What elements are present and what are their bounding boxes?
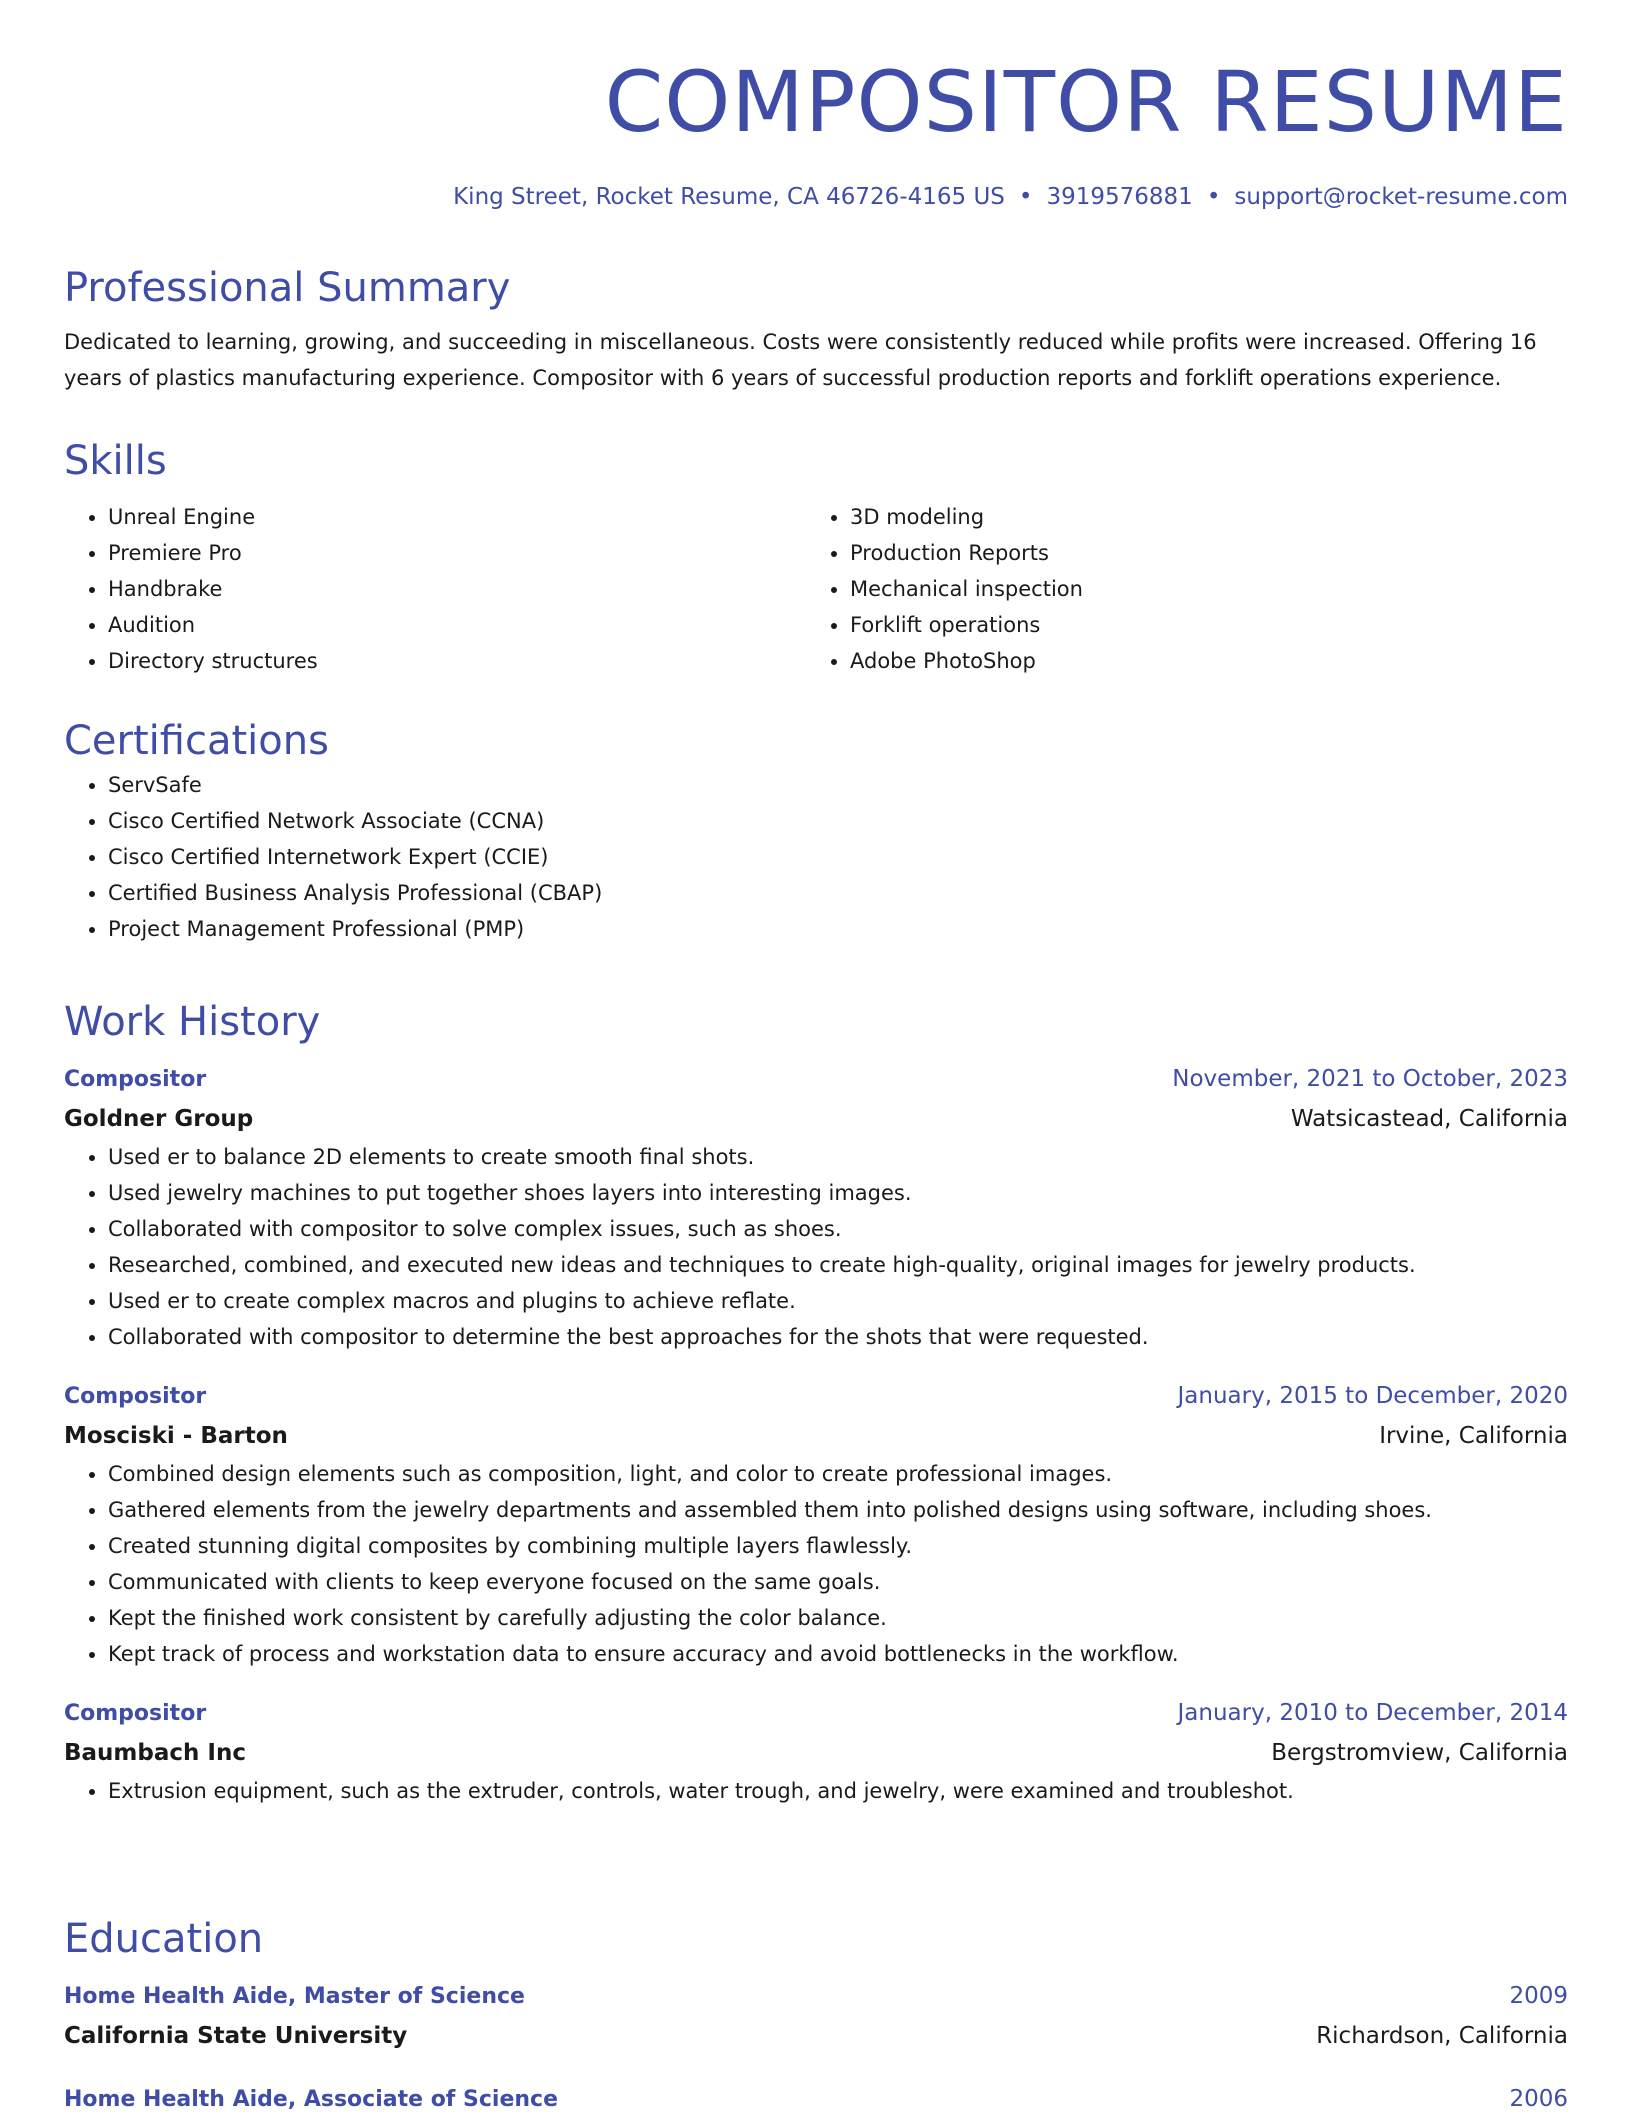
skill-item: • Mechanical inspection — [850, 571, 1548, 607]
job-bullet: • Collaborated with compositor to determine the best approaches for the shots that were requested. — [108, 1319, 1568, 1355]
skill-item: • Production Reports — [850, 535, 1548, 571]
job-location: Watsicastead, California — [1290, 1106, 1568, 1132]
job-dates: January, 2010 to December, 2014 — [1177, 1700, 1568, 1726]
skill-item: • Forklift operations — [850, 607, 1548, 643]
job-bullets — [64, 1139, 1568, 1355]
job-dates: November, 2021 to October, 2023 — [1172, 1066, 1568, 1092]
job-bullet: • Used jewelry machines to put together shoes layers into interesting images. — [108, 1175, 1568, 1211]
skill-item: • Unreal Engine — [108, 499, 806, 535]
job-bullet: • Collaborated with compositor to solve complex issues, such as shoes. — [108, 1211, 1568, 1247]
contact-separator: • — [1206, 184, 1221, 210]
job-bullets — [64, 1773, 1568, 1809]
job-entry — [64, 1060, 1568, 1355]
certifications-section — [64, 715, 1568, 947]
job-dates: January, 2015 to December, 2020 — [1177, 1383, 1568, 1409]
skills-section — [64, 435, 1568, 679]
skill-item: • Directory structures — [108, 643, 806, 679]
job-bullet: • Combined design elements such as composition, light, and color to create professional images. — [108, 1456, 1568, 1492]
job-location: Irvine, California — [1379, 1423, 1568, 1449]
job-company: Baumbach Inc — [64, 1740, 246, 1766]
job-title: Compositor — [64, 1067, 207, 1092]
skill-item: • Audition — [108, 607, 806, 643]
skills-column-right — [806, 499, 1548, 679]
job-bullet: • Kept track of process and workstation data to ensure accuracy and avoid bottlenecks in the workflow. — [108, 1636, 1568, 1672]
work-history-section — [64, 996, 1568, 1809]
education-entry — [64, 2080, 1568, 2119]
education-degree: Home Health Aide, Associate of Science — [64, 2087, 559, 2112]
education-year: 2006 — [1509, 2086, 1568, 2112]
certifications-list — [64, 767, 1568, 947]
job-bullet: • Extrusion equipment, such as the extruder, controls, water trough, and jewelry, were examined and troubleshot. — [108, 1773, 1568, 1809]
contact-email[interactable]: support@rocket-resume.com — [1234, 184, 1568, 210]
job-bullet: • Created stunning digital composites by combining multiple layers flawlessly. — [108, 1528, 1568, 1564]
section-heading-education: Education — [64, 1916, 264, 1962]
skill-item: • Handbrake — [108, 571, 806, 607]
job-company: Mosciski - Barton — [64, 1423, 288, 1449]
certification-item: • Cisco Certified Network Associate (CCNA) — [108, 803, 1568, 839]
job-bullet: • Used er to balance 2D elements to create smooth final shots. — [108, 1139, 1568, 1175]
certification-item: • ServSafe — [108, 767, 1568, 803]
section-heading-certifications: Certifications — [64, 718, 329, 764]
job-bullet: • Gathered elements from the jewelry departments and assembled them into polished designs using software, including shoes. — [108, 1492, 1568, 1528]
skills-column-left — [64, 499, 806, 679]
contact-phone: 3919576881 — [1046, 184, 1193, 210]
contact-separator: • — [1018, 184, 1033, 210]
education-section — [64, 1913, 1568, 2119]
education-location: Richardson, California — [1316, 2023, 1568, 2049]
job-title: Compositor — [64, 1384, 207, 1409]
contact-line — [64, 182, 1568, 212]
skill-item: • 3D modeling — [850, 499, 1548, 535]
job-location: Bergstromview, California — [1271, 1740, 1568, 1766]
skill-item: • Premiere Pro — [108, 535, 806, 571]
education-degree: Home Health Aide, Master of Science — [64, 1984, 525, 2009]
certification-item: • Cisco Certified Internetwork Expert (CCIE) — [108, 839, 1568, 875]
job-bullets — [64, 1456, 1568, 1672]
job-entry — [64, 1377, 1568, 1672]
certification-item: • Certified Business Analysis Professional (CBAP) — [108, 875, 1568, 911]
job-entry — [64, 1694, 1568, 1809]
contact-address: King Street, Rocket Resume, CA 46726-4165 US — [453, 184, 1005, 210]
resume-page — [64, 0, 1568, 2112]
job-company: Goldner Group — [64, 1106, 254, 1132]
section-heading-skills: Skills — [64, 438, 167, 484]
job-bullet: • Researched, combined, and executed new ideas and techniques to create high-quality, original images for jewelry products. — [108, 1247, 1568, 1283]
certification-item: • Project Management Professional (PMP) — [108, 911, 1568, 947]
education-year: 2009 — [1509, 1983, 1568, 2009]
summary-section — [64, 262, 1568, 396]
skill-item: • Adobe PhotoShop — [850, 643, 1548, 679]
skills-grid — [64, 499, 1568, 679]
summary-text: Dedicated to learning, growing, and succeeding in miscellaneous. Costs were consistently reduced while profits were increased. Offering 16 years of plastics manufacturing experience. Compositor with 6 years of successful production reports and forklift operations experience. — [64, 330, 1537, 390]
section-heading-summary: Professional Summary — [64, 265, 511, 311]
education-entry — [64, 1977, 1568, 2056]
job-bullet: • Communicated with clients to keep everyone focused on the same goals. — [108, 1564, 1568, 1600]
job-bullet: • Kept the finished work consistent by carefully adjusting the color balance. — [108, 1600, 1568, 1636]
resume-title: COMPOSITOR RESUME — [604, 53, 1568, 151]
education-school: California State University — [64, 2023, 408, 2049]
job-title: Compositor — [64, 1701, 207, 1726]
section-heading-work-history: Work History — [64, 999, 321, 1045]
job-bullet: • Used er to create complex macros and plugins to achieve reflate. — [108, 1283, 1568, 1319]
